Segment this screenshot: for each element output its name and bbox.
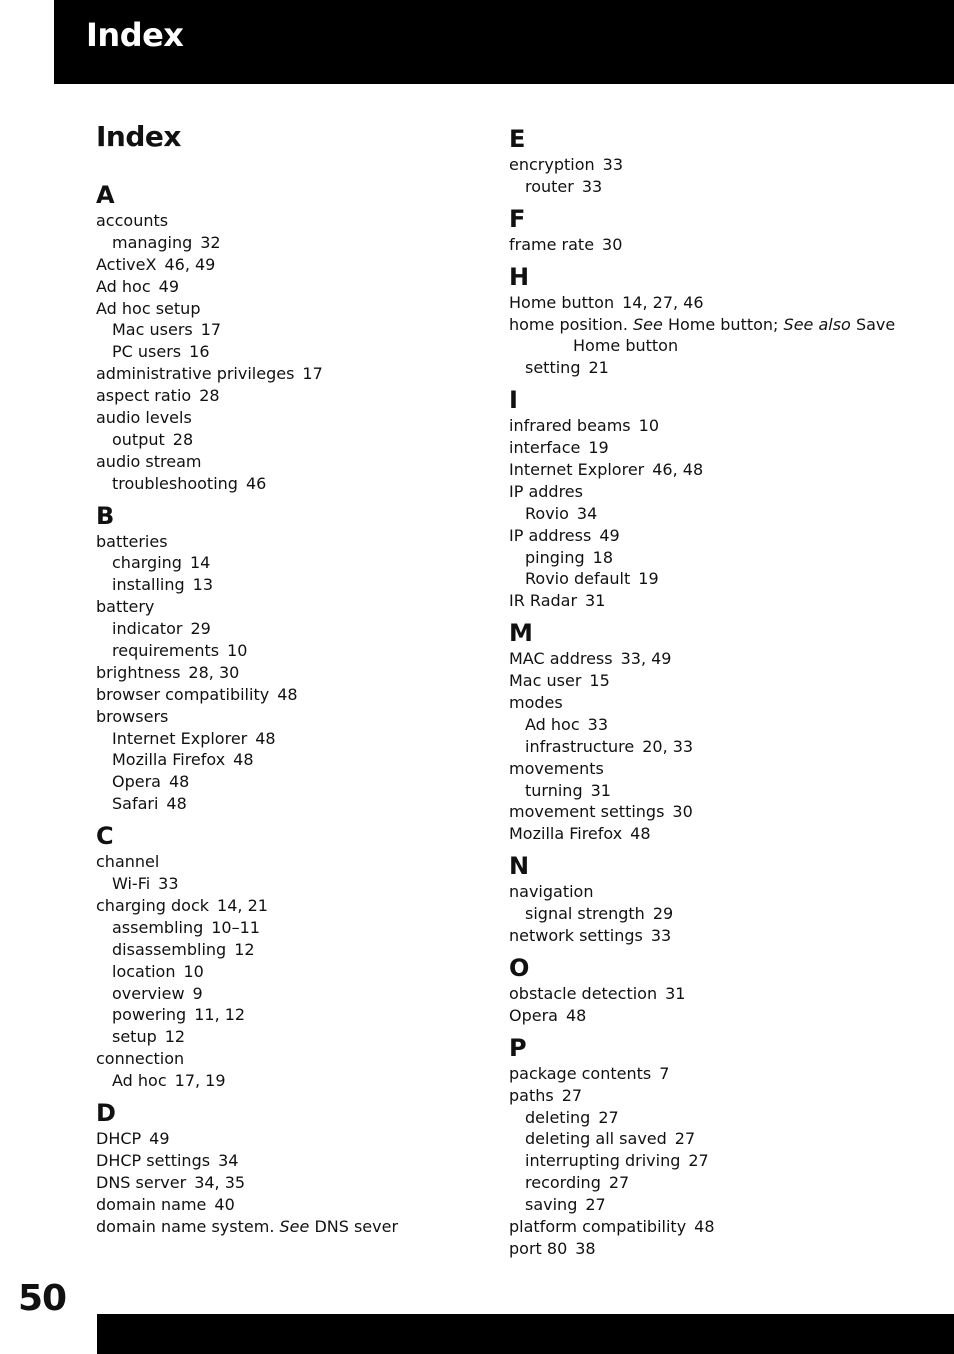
index-section xyxy=(509,262,929,380)
entry-term: batteries xyxy=(96,531,168,551)
page-ref: 46, 49 xyxy=(164,254,216,274)
page-ref: 48 xyxy=(168,772,190,792)
entry-term: disassembling xyxy=(112,939,227,959)
section-letter: A xyxy=(96,181,115,209)
entry-term: IP address xyxy=(509,525,592,545)
index-subentry xyxy=(509,714,929,736)
entry-term: Home button xyxy=(509,292,615,312)
entry-term: Wi-Fi xyxy=(112,874,151,894)
page-title: Index xyxy=(96,120,181,153)
entry-term: Ad hoc setup xyxy=(96,298,201,318)
entry-term: Rovio xyxy=(525,503,569,523)
index-entry xyxy=(509,1216,929,1238)
entry-term: output xyxy=(112,429,165,449)
index-entry xyxy=(509,1005,929,1027)
index-section xyxy=(96,501,516,816)
header-title: Index xyxy=(86,16,184,54)
index-subentry xyxy=(96,319,516,341)
page-ref: 9 xyxy=(192,983,203,1003)
entry-term: Mac user xyxy=(509,671,582,691)
page-ref: 30 xyxy=(672,802,693,822)
index-entry xyxy=(96,276,516,298)
index-subentry xyxy=(509,1107,929,1129)
index-section xyxy=(96,180,516,495)
entry-term: Opera xyxy=(509,1005,558,1025)
page-ref: 46 xyxy=(245,473,267,493)
entry-term: DHCP settings xyxy=(96,1150,211,1170)
index-entry xyxy=(96,596,516,618)
entry-term: signal strength xyxy=(525,904,645,924)
section-letter: C xyxy=(96,822,114,851)
see-reference-target: Home button; xyxy=(667,314,779,334)
index-entry xyxy=(509,525,929,547)
page-ref: 18 xyxy=(592,547,613,567)
page-ref: 28 xyxy=(172,429,194,449)
index-subentry xyxy=(96,961,516,983)
page-ref: 34 xyxy=(218,1150,239,1170)
page-ref: 10–11 xyxy=(211,917,260,937)
page-ref: 48 xyxy=(233,750,254,770)
index-subentry xyxy=(96,983,516,1005)
entry-term: powering xyxy=(112,1005,187,1025)
page-ref: 31 xyxy=(665,983,686,1003)
index-subentry xyxy=(96,552,516,574)
page-ref: 30 xyxy=(602,234,623,254)
entry-term: encryption xyxy=(509,155,595,174)
see-reference-target: DNS sever xyxy=(314,1216,399,1236)
header-bar xyxy=(54,0,954,84)
page-ref: 10 xyxy=(638,416,659,436)
entry-term: Internet Explorer xyxy=(509,460,645,480)
index-entry xyxy=(509,881,929,903)
entry-term: Mozilla Firefox xyxy=(112,750,226,770)
page-ref: 31 xyxy=(590,780,611,800)
index-entry xyxy=(509,983,929,1005)
index-entry xyxy=(509,1238,929,1260)
entry-term: paths xyxy=(509,1085,554,1105)
entry-term: audio levels xyxy=(96,408,192,428)
index-entry xyxy=(96,1048,516,1070)
index-entry xyxy=(96,1150,516,1172)
index-entry xyxy=(96,851,516,873)
index-entry xyxy=(96,407,516,429)
entry-term: movements xyxy=(509,758,604,778)
index-subentry xyxy=(96,429,516,451)
entry-term: managing xyxy=(112,232,193,252)
index-entry xyxy=(509,292,929,314)
section-letter: O xyxy=(509,953,530,982)
index-subentry xyxy=(96,574,516,596)
entry-term: Safari xyxy=(112,794,159,814)
page-ref: 33 xyxy=(602,155,623,174)
entry-term: frame rate xyxy=(509,234,595,254)
section-letter: F xyxy=(509,204,526,233)
index-entry xyxy=(509,801,929,823)
entry-term: charging xyxy=(112,553,182,573)
index-entry xyxy=(96,210,516,232)
entry-term: charging dock xyxy=(96,895,210,915)
index-entry xyxy=(96,451,516,473)
section-letter: B xyxy=(96,501,115,530)
page-ref: 19 xyxy=(638,569,659,589)
page-ref: 48 xyxy=(166,794,187,814)
page-ref: 7 xyxy=(659,1063,670,1083)
page-ref: 31 xyxy=(585,591,606,611)
entry-term: setup xyxy=(112,1027,157,1047)
page-ref: 19 xyxy=(588,438,609,458)
entry-term: overview xyxy=(112,983,185,1003)
entry-term: Mozilla Firefox xyxy=(509,824,623,844)
index-section xyxy=(96,1098,516,1237)
index-section xyxy=(509,385,929,612)
page-ref: 33 xyxy=(650,926,672,946)
page-ref: 49 xyxy=(599,525,620,545)
entry-term: aspect ratio xyxy=(96,386,192,406)
entry-term: battery xyxy=(96,597,155,617)
index-section xyxy=(509,851,929,947)
index-entry xyxy=(96,706,516,728)
entry-term: home position. xyxy=(509,314,628,334)
section-letter: E xyxy=(509,125,526,153)
page-ref: 33 xyxy=(158,874,179,894)
entry-term: DHCP xyxy=(96,1128,142,1148)
entry-term: setting xyxy=(525,358,581,378)
entry-term: turning xyxy=(525,780,583,800)
see-reference-label: See xyxy=(633,314,663,334)
index-entry xyxy=(509,154,929,176)
entry-term: browser compatibility xyxy=(96,684,270,704)
index-entry xyxy=(96,254,516,276)
index-entry xyxy=(509,1085,929,1107)
index-entry xyxy=(96,298,516,320)
entry-term: Internet Explorer xyxy=(112,728,248,748)
index-entry xyxy=(509,437,929,459)
index-subentry xyxy=(96,728,516,750)
index-entry xyxy=(509,459,929,481)
page-ref: 12 xyxy=(164,1027,186,1047)
entry-term: ActiveX xyxy=(96,254,157,274)
section-letter: I xyxy=(509,386,518,415)
page-ref: 12 xyxy=(234,939,255,959)
page-ref: 14, 27, 46 xyxy=(622,292,704,312)
page-ref: 27 xyxy=(674,1129,696,1149)
entry-term: channel xyxy=(96,852,160,872)
index-entry xyxy=(509,823,929,845)
section-letter: N xyxy=(509,852,530,881)
entry-term: location xyxy=(112,961,176,981)
index-subentry xyxy=(96,1026,516,1048)
index-subentry xyxy=(509,780,929,802)
page-ref: 38 xyxy=(575,1238,596,1258)
page-ref: 49 xyxy=(158,276,179,296)
page-ref: 16 xyxy=(189,342,210,362)
page-ref: 17, 19 xyxy=(174,1071,226,1091)
index-section xyxy=(509,1033,929,1260)
entry-term: port 80 xyxy=(509,1238,568,1258)
index-entry xyxy=(509,1063,929,1085)
index-subentry xyxy=(509,176,929,198)
entry-term: infrastructure xyxy=(525,736,635,756)
page-ref: 15 xyxy=(589,671,610,691)
index-entry xyxy=(509,314,929,336)
index-subentry xyxy=(96,1004,516,1026)
index-section xyxy=(96,821,516,1092)
index-entry xyxy=(509,648,929,670)
page-ref: 10 xyxy=(227,641,248,661)
index-subentry xyxy=(96,873,516,895)
page-ref: 33 xyxy=(581,176,603,196)
entry-term: PC users xyxy=(112,342,182,362)
entry-term: domain name xyxy=(96,1194,207,1214)
entry-term: Opera xyxy=(112,772,161,792)
index-subentry xyxy=(96,1070,516,1092)
index-subentry xyxy=(96,473,516,495)
index-subentry xyxy=(509,547,929,569)
index-subentry xyxy=(96,618,516,640)
page-ref: 48 xyxy=(255,728,276,748)
index-column-right xyxy=(509,124,929,1266)
page-ref: 14, 21 xyxy=(217,895,268,915)
page-ref: 33 xyxy=(587,714,608,734)
page-ref: 49 xyxy=(149,1128,170,1148)
section-letter: P xyxy=(509,1033,527,1062)
index-entry xyxy=(96,895,516,917)
index-subentry xyxy=(509,503,929,525)
entry-term: audio stream xyxy=(96,451,202,471)
page-ref: 27 xyxy=(598,1107,619,1127)
footer-bar xyxy=(97,1314,954,1354)
entry-term: administrative privileges xyxy=(96,364,295,384)
entry-term: Ad hoc xyxy=(112,1071,167,1091)
section-letter: M xyxy=(509,619,533,648)
index-entry xyxy=(96,385,516,407)
index-section xyxy=(509,953,929,1027)
page-ref: 28, 30 xyxy=(188,662,240,682)
entry-term: indicator xyxy=(112,619,183,639)
page-number: 50 xyxy=(18,1278,67,1319)
index-entry xyxy=(509,590,929,612)
index-entry xyxy=(96,1194,516,1216)
index-subentry xyxy=(509,736,929,758)
index-subentry xyxy=(96,232,516,254)
entry-term: infrared beams xyxy=(509,416,631,436)
page-ref: 17 xyxy=(302,364,323,384)
index-subentry xyxy=(509,357,929,379)
page-ref: 48 xyxy=(565,1005,587,1025)
entry-term: recording xyxy=(525,1173,601,1193)
page-ref: 48 xyxy=(694,1216,715,1236)
index-subentry xyxy=(96,793,516,815)
page-ref: 32 xyxy=(200,232,221,252)
page-ref: 40 xyxy=(214,1194,235,1214)
index-section xyxy=(509,618,929,845)
entry-term: Ad hoc xyxy=(96,276,151,296)
index-entry xyxy=(509,481,929,503)
page-ref: 20, 33 xyxy=(642,736,694,756)
index-entry xyxy=(96,1128,516,1150)
index-entry xyxy=(96,1172,516,1194)
entry-term: IR Radar xyxy=(509,591,578,611)
index-entry xyxy=(96,1216,516,1238)
page-ref: 21 xyxy=(588,358,609,378)
page-ref: 33, 49 xyxy=(620,649,672,669)
entry-term: Mac users xyxy=(112,320,193,340)
index-entry xyxy=(509,415,929,437)
page-ref: 27 xyxy=(561,1085,583,1105)
index-subentry xyxy=(96,341,516,363)
entry-term: obstacle detection xyxy=(509,983,658,1003)
entry-term: interface xyxy=(509,438,581,458)
index-subentry xyxy=(509,1150,929,1172)
index-entry xyxy=(509,692,929,714)
entry-term: platform compatibility xyxy=(509,1216,687,1236)
index-section xyxy=(509,124,929,198)
index-subentry xyxy=(509,1194,929,1216)
page-ref: 29 xyxy=(190,619,211,639)
entry-term: pinging xyxy=(525,547,585,567)
page-ref: 48 xyxy=(630,824,651,844)
index-entry xyxy=(509,758,929,780)
entry-term: DNS server xyxy=(96,1172,187,1192)
entry-term: navigation xyxy=(509,882,594,902)
page-ref: 46, 48 xyxy=(652,460,704,480)
entry-term: Ad hoc xyxy=(525,714,580,734)
index-entry xyxy=(509,234,929,256)
index-entry xyxy=(96,363,516,385)
index-entry xyxy=(96,684,516,706)
index-column-left xyxy=(96,180,516,1243)
entry-term: connection xyxy=(96,1049,185,1069)
index-subentry xyxy=(509,335,929,357)
entry-term: browsers xyxy=(96,706,169,726)
index-subentry xyxy=(96,939,516,961)
index-subentry xyxy=(96,917,516,939)
entry-term: movement settings xyxy=(509,802,665,822)
index-subentry xyxy=(509,903,929,925)
see-also-target: Save xyxy=(855,314,896,334)
entry-term: interrupting driving xyxy=(525,1151,681,1171)
entry-term: deleting all saved xyxy=(525,1129,667,1149)
see-reference-label: See xyxy=(279,1216,310,1236)
index-subentry xyxy=(509,1172,929,1194)
section-letter: D xyxy=(96,1098,116,1127)
section-letter: H xyxy=(509,262,530,291)
page-ref: 27 xyxy=(688,1151,709,1171)
see-also-label: See also xyxy=(783,314,851,334)
page-ref: 29 xyxy=(652,904,674,924)
index-subentry xyxy=(96,749,516,771)
index-entry xyxy=(96,662,516,684)
index-section xyxy=(509,204,929,256)
page-ref: 34 xyxy=(576,503,598,523)
page-ref: 13 xyxy=(192,575,213,595)
entry-term: Rovio default xyxy=(525,569,631,589)
entry-term: installing xyxy=(112,575,185,595)
index-subentry xyxy=(96,771,516,793)
entry-term: package contents xyxy=(509,1063,652,1083)
index-subentry xyxy=(509,568,929,590)
entry-term: saving xyxy=(525,1195,578,1215)
index-entry xyxy=(96,531,516,553)
entry-term: MAC address xyxy=(509,649,613,669)
entry-term: domain name system. xyxy=(96,1216,275,1236)
entry-term: troubleshooting xyxy=(112,473,238,493)
page-ref: 11, 12 xyxy=(194,1005,246,1025)
index-subentry xyxy=(509,1128,929,1150)
entry-term: network settings xyxy=(509,926,643,946)
page-ref: 34, 35 xyxy=(194,1172,246,1192)
page-ref: 14 xyxy=(189,553,211,573)
page-ref: 27 xyxy=(585,1195,606,1215)
entry-term: modes xyxy=(509,693,563,713)
entry-term: brightness xyxy=(96,662,181,682)
entry-term: requirements xyxy=(112,641,220,661)
entry-term: accounts xyxy=(96,211,169,230)
entry-term: assembling xyxy=(112,917,204,937)
entry-term: IP addres xyxy=(509,481,583,501)
page-ref: 17 xyxy=(200,320,222,340)
page-ref: 10 xyxy=(183,961,204,981)
index-entry xyxy=(509,670,929,692)
entry-term: Home button xyxy=(573,336,679,356)
entry-term: router xyxy=(525,176,574,196)
page-ref: 48 xyxy=(277,684,298,704)
index-entry xyxy=(509,925,929,947)
entry-term: deleting xyxy=(525,1107,591,1127)
page-ref: 27 xyxy=(608,1173,630,1193)
index-subentry xyxy=(96,640,516,662)
page-ref: 28 xyxy=(199,386,220,406)
